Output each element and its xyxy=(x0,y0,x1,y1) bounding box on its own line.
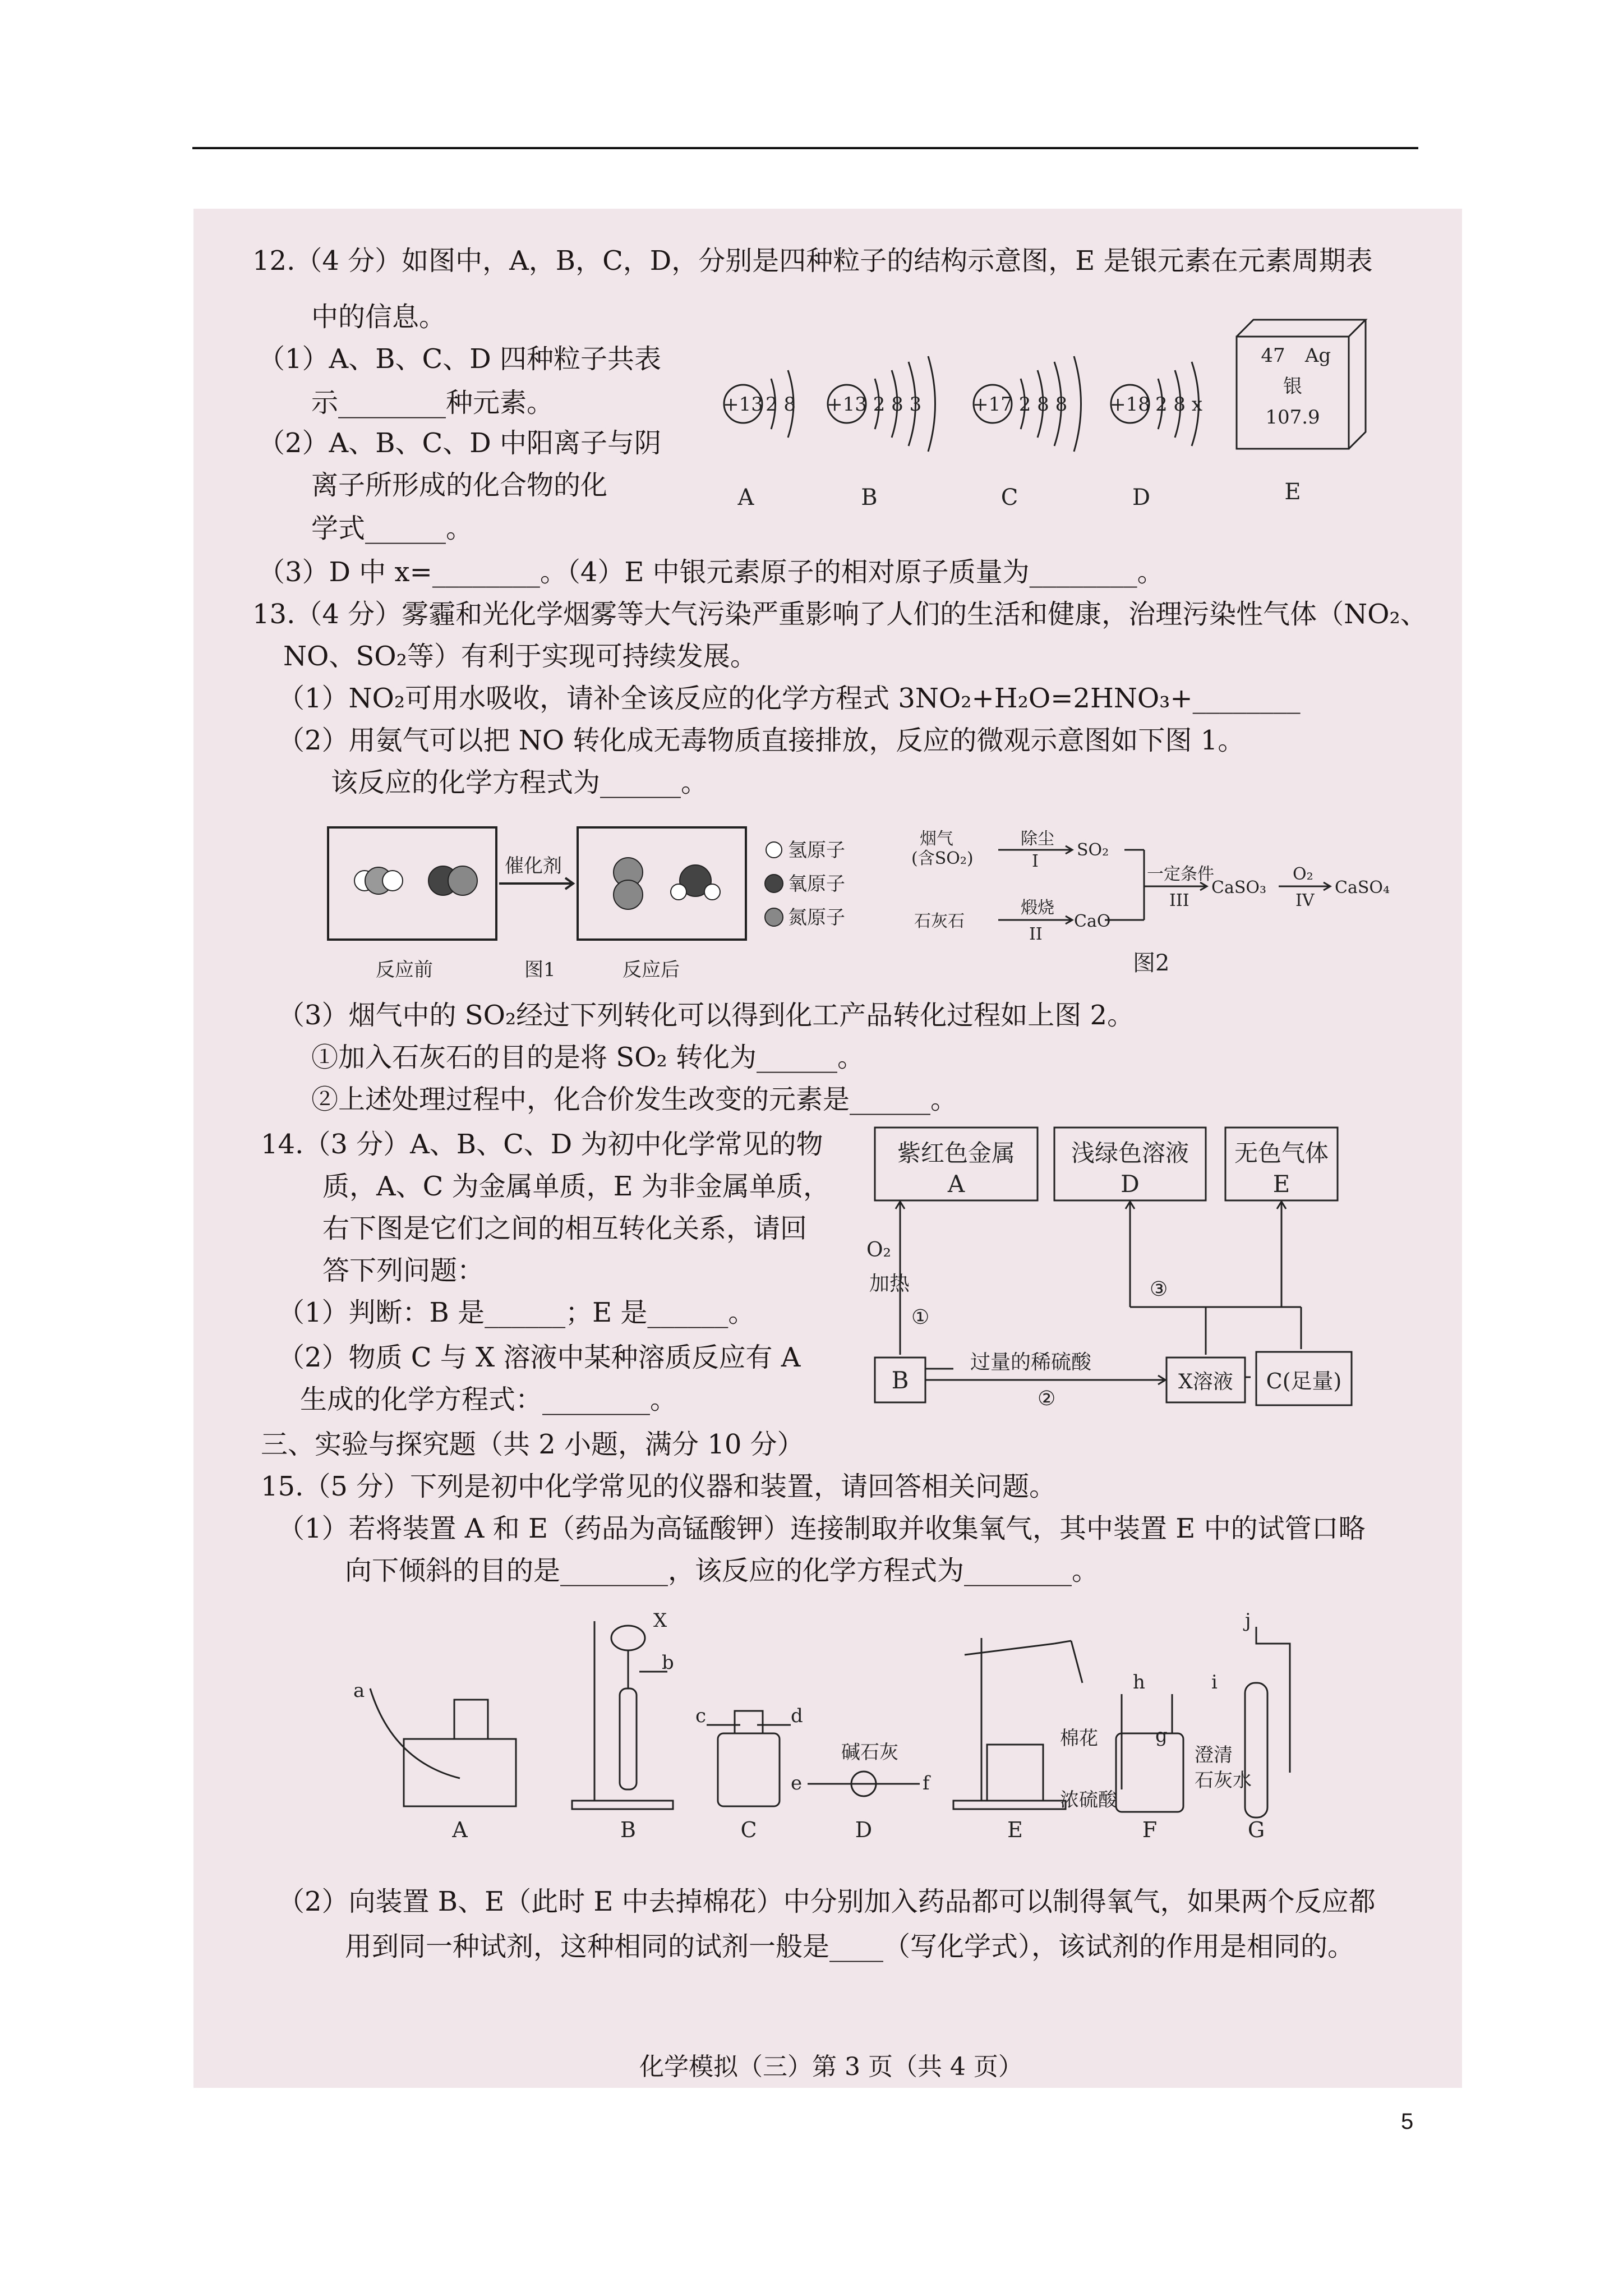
atom-d-nucleus: +18 xyxy=(1110,393,1150,416)
q13-part3-b: ②上述处理过程中，化合价发生改变的元素是______。 xyxy=(311,1084,958,1115)
cotton: 棉花 xyxy=(1060,1727,1098,1750)
fig2-caption: 图2 xyxy=(1133,950,1170,976)
page-number: 5 xyxy=(1401,2109,1414,2134)
q14-relation-diagram xyxy=(864,1122,1396,1436)
q12-part1: （1）A、B、C、D 四种粒子共表 xyxy=(258,343,661,375)
flow-step-3: ③ xyxy=(1150,1278,1168,1301)
flow-x-solution: X溶液 xyxy=(1178,1370,1233,1393)
q15-part2: （2）向装置 B、E（此时 E 中去掉棉花）中分别加入药品都可以制得氧气，如果两个反应都 xyxy=(278,1886,1376,1917)
atom-a-label: A xyxy=(737,485,754,510)
atomic-structure-figure xyxy=(712,314,1385,522)
q12-intro-cont: 中的信息。 xyxy=(311,301,446,333)
port-b: b xyxy=(662,1651,674,1674)
soda-lime: 碱石灰 xyxy=(841,1741,898,1764)
page-footer: 化学模拟（三）第 3 页（共 4 页） xyxy=(639,2053,1023,2081)
fig2-step1: 除尘 xyxy=(1021,829,1054,849)
apparatus-d: D xyxy=(855,1818,873,1842)
fig2-o2: O₂ xyxy=(1293,864,1313,884)
port-x: X xyxy=(653,1609,667,1632)
fig2-caso3: CaSO₃ xyxy=(1211,878,1267,898)
port-g: g xyxy=(1155,1724,1168,1747)
q13-part2: （2）用氨气可以把 NO 转化成无毒物质直接排放，反应的微观示意图如下图 1。 xyxy=(278,725,1245,756)
flow-b: B xyxy=(891,1366,909,1394)
flow-step-1: ① xyxy=(911,1306,930,1329)
fig2-limestone: 石灰石 xyxy=(914,912,965,931)
fig2-condition: 一定条件 xyxy=(1147,864,1214,884)
conc-acid: 浓硫酸 xyxy=(1060,1789,1117,1811)
q13-intro-cont: NO、SO₂等）有利于实现可持续发展。 xyxy=(283,641,757,672)
flow-e-label: E xyxy=(1272,1170,1290,1198)
fig2-step4-num: IV xyxy=(1295,891,1315,910)
fig1-catalyst: 催化剂 xyxy=(505,855,562,877)
fig2-step3-num: III xyxy=(1169,891,1189,910)
legend-nitrogen: 氮原子 xyxy=(788,907,845,929)
apparatus-a: A xyxy=(452,1818,468,1842)
flow-step-2: ② xyxy=(1038,1387,1056,1410)
atom-b-shells: 2 8 3 xyxy=(873,393,922,416)
fig2-fluegas: 烟气 xyxy=(920,829,953,849)
q13-part3-a: ①加入石灰石的目的是将 SO₂ 转化为______。 xyxy=(311,1042,864,1073)
q14-part2-cont: 生成的化学方程式：________。 xyxy=(300,1384,677,1415)
q14-intro-4: 答下列问题： xyxy=(322,1255,485,1286)
q12-part2-cont: 离子所形成的化合物的化 xyxy=(311,470,608,501)
port-i: i xyxy=(1211,1671,1218,1694)
fig2-step2: 煅烧 xyxy=(1021,898,1054,918)
atom-c-shells: 2 8 8 xyxy=(1018,393,1068,416)
q15-part1-cont: 向下倾斜的目的是________，该反应的化学方程式为________。 xyxy=(345,1555,1099,1586)
q14-intro-3: 右下图是它们之间的相互转化关系，请回 xyxy=(322,1213,808,1244)
fig2-step1-num: I xyxy=(1032,852,1039,871)
q15-intro: 15.（5 分）下列是初中化学常见的仪器和装置，请回答相关问题。 xyxy=(261,1471,1057,1502)
apparatus-e: E xyxy=(1007,1818,1023,1842)
flow-o2: O₂ xyxy=(866,1239,891,1262)
atom-a-shells: 2 8 xyxy=(765,393,796,416)
flow-heat: 加热 xyxy=(869,1272,910,1295)
q14-part1: （1）判断：B 是______；E 是______。 xyxy=(278,1297,755,1328)
fig2-fluegas-so2: (含SO₂) xyxy=(911,849,974,868)
atom-b-nucleus: +13 xyxy=(827,393,867,416)
flow-d-label: D xyxy=(1121,1170,1140,1198)
q15-part2-cont: 用到同一种试剂，这种相同的试剂一般是____（写化学式），该试剂的作用是相同的。 xyxy=(345,1931,1355,1962)
fig1-after: 反应后 xyxy=(623,959,680,981)
q14-intro-2: 质，A、C 为金属单质，E 为非金属单质， xyxy=(322,1171,830,1202)
atom-a-nucleus: +13 xyxy=(723,393,763,416)
fig2-so2: SO₂ xyxy=(1077,840,1109,860)
limewater-1: 澄清 xyxy=(1195,1744,1233,1766)
fig2-step2-num: II xyxy=(1029,924,1043,944)
port-d: d xyxy=(791,1705,803,1727)
port-h: h xyxy=(1133,1671,1145,1694)
element-number: 47 xyxy=(1261,344,1285,367)
q12-part1-blank: 示________种元素。 xyxy=(311,387,554,418)
q12-part2: （2）A、B、C、D 中阳离子与阴 xyxy=(258,427,661,459)
atom-c-nucleus: +17 xyxy=(972,393,1013,416)
q13-intro: 13.（4 分）雾霾和光化学烟雾等大气污染严重影响了人们的生活和健康，治理污染性气体（NO₂、 xyxy=(252,599,1427,630)
q12-intro: 12.（4 分）如图中，A，B，C，D，分别是四种粒子的结构示意图，E 是银元素在元素周期表 xyxy=(252,245,1373,277)
q14-intro-1: 14.（3 分）A、B、C、D 为初中化学常见的物 xyxy=(261,1129,823,1160)
flow-a-label: A xyxy=(947,1170,965,1198)
port-j: j xyxy=(1245,1609,1251,1632)
fig1-before: 反应前 xyxy=(376,959,433,981)
port-a: a xyxy=(353,1680,365,1702)
port-c: c xyxy=(695,1705,707,1727)
q12-part2-blank: 学式______。 xyxy=(311,513,473,544)
atom-b-label: B xyxy=(861,485,878,510)
apparatus-g: G xyxy=(1247,1818,1265,1842)
apparatus-b: B xyxy=(620,1818,636,1842)
limewater-2: 石灰水 xyxy=(1195,1769,1252,1792)
atom-c-label: C xyxy=(1000,485,1018,510)
flow-c: C(足量) xyxy=(1266,1369,1342,1393)
fig2-cao: CaO xyxy=(1074,912,1111,931)
port-e: e xyxy=(791,1772,803,1795)
atom-d-label: D xyxy=(1132,485,1151,510)
element-symbol: Ag xyxy=(1304,344,1331,367)
figure-2-flow xyxy=(909,825,1413,987)
element-name: 银 xyxy=(1283,375,1302,398)
apparatus-c: C xyxy=(740,1818,757,1842)
q13-part2-blank: 该反应的化学方程式为______。 xyxy=(331,767,708,798)
fig2-caso4: CaSO₄ xyxy=(1335,878,1390,898)
q13-part1: （1）NO₂可用水吸收，请补全该反应的化学方程式 3NO₂+H₂O=2HNO₃+________ xyxy=(278,683,1301,714)
figure-1-microscopic xyxy=(325,825,903,987)
port-f: f xyxy=(923,1772,930,1795)
flow-e-desc: 无色气体 xyxy=(1234,1139,1329,1167)
lab-apparatus-figure xyxy=(348,1604,1380,1846)
flow-d-desc: 浅绿色溶液 xyxy=(1071,1139,1189,1167)
legend-oxygen: 氧原子 xyxy=(788,873,845,895)
atom-d-shells: 2 8 x xyxy=(1155,393,1203,416)
section-3-heading: 三、实验与探究题（共 2 小题，满分 10 分） xyxy=(261,1429,804,1460)
legend-hydrogen: 氢原子 xyxy=(788,839,845,862)
q15-part1: （1）若将装置 A 和 E（药品为高锰酸钾）连接制取并收集氧气，其中装置 E 中的试管口略 xyxy=(278,1513,1366,1544)
flow-acid: 过量的稀硫酸 xyxy=(970,1351,1092,1374)
element-mass: 107.9 xyxy=(1265,406,1320,429)
fig1-caption: 图1 xyxy=(524,959,556,981)
top-rule xyxy=(192,147,1418,149)
apparatus-f: F xyxy=(1142,1818,1158,1842)
q14-part2: （2）物质 C 与 X 溶液中某种溶质反应有 A xyxy=(278,1342,801,1373)
element-label: E xyxy=(1284,479,1301,505)
q13-part3: （3）烟气中的 SO₂经过下列转化可以得到化工产品转化过程如上图 2。 xyxy=(278,1000,1135,1031)
q12-part3-4: （3）D 中 x=________。（4）E 中银元素原子的相对原子质量为________。 xyxy=(258,556,1164,588)
flow-a-desc: 紫红色金属 xyxy=(897,1139,1016,1167)
